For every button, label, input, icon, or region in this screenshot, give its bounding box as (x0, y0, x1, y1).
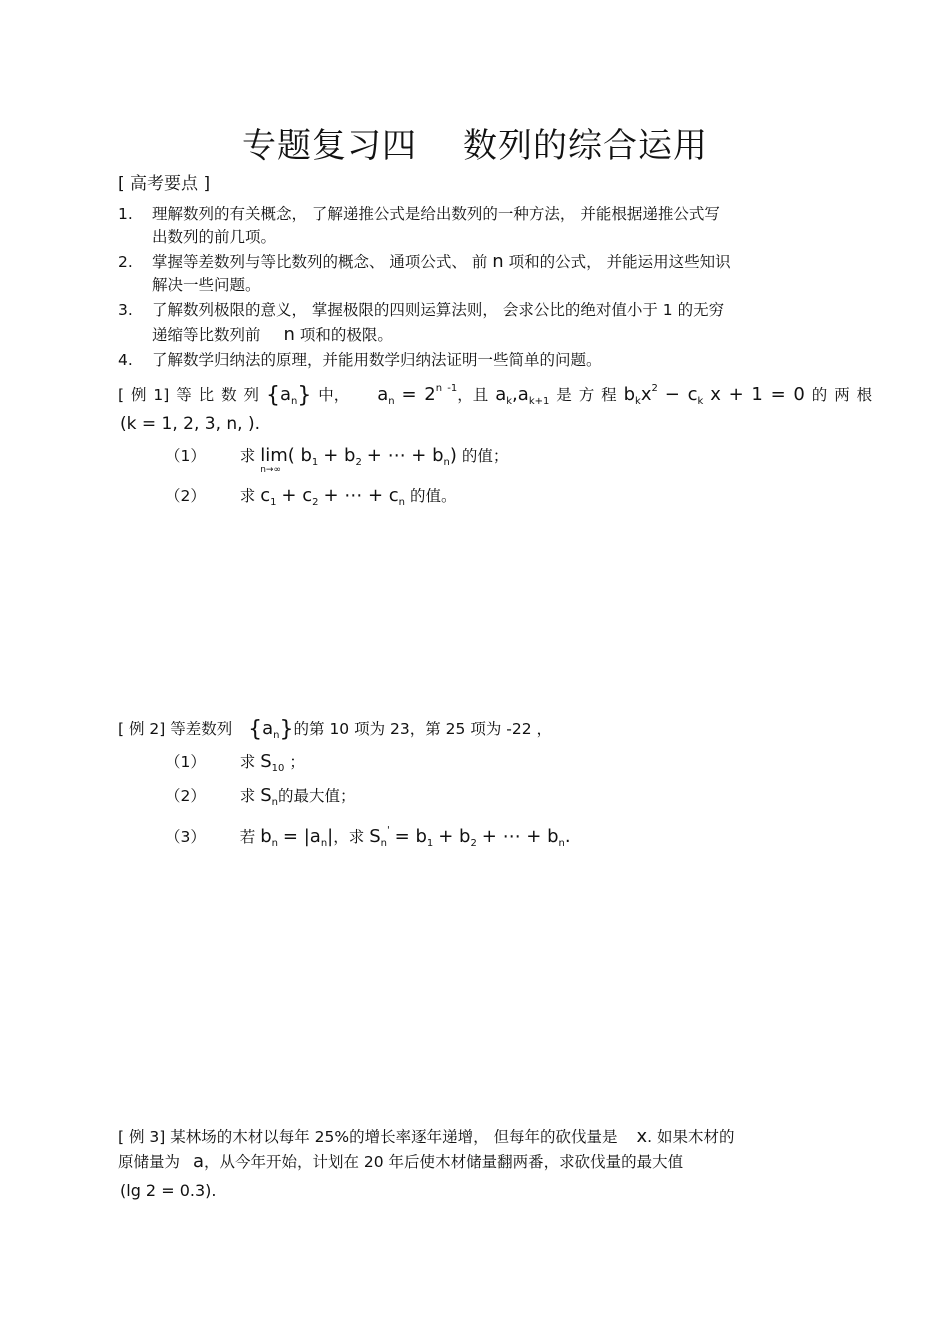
item-text: 了解数学归纳法的原理，并能用数学归纳法证明一些简单的问题。 (152, 351, 602, 369)
text-mid: ，求 (333, 828, 365, 846)
expr-b2: + b (438, 826, 471, 847)
subscript-k: k (697, 396, 704, 407)
item-text: 理解数列的有关概念， 了解递推公式是给出数列的一种方法， 并能根据递推公式写 (152, 205, 720, 223)
expr-c2: + c (281, 485, 313, 506)
example-2-tail: 的第 10 项为 23，第 25 项为 -22 ， (293, 720, 552, 738)
subscript-10: 10 (271, 763, 285, 774)
example-3-line-2 (118, 1151, 683, 1173)
example-2-question-2: （2） 求 $S_n$的最大值； (165, 785, 356, 808)
text-shi: 是 方 程 (556, 386, 617, 404)
requirement-item-3 (118, 299, 724, 321)
subscript-n: n (388, 396, 395, 407)
subscript-k: k (506, 396, 513, 407)
page-title (0, 118, 950, 167)
left-brace: { (248, 717, 263, 742)
example-2-label: [ 例 2] (118, 720, 166, 738)
subscript-n: n (291, 396, 298, 407)
item-text: 掌握等差数列与等比数列的概念、 通项公式、 前 (152, 253, 488, 271)
question-text: 求 (239, 487, 256, 505)
example-3-text-c: 原储量为 (118, 1153, 181, 1171)
text-zhong: 中， (318, 386, 350, 404)
math-var-n: n (283, 324, 295, 345)
example-3-label: [ 例 3] (118, 1128, 166, 1146)
exponent: n -1 (435, 383, 458, 394)
title-part-1: 专题复习四 (242, 126, 417, 166)
prime: ' (386, 825, 390, 836)
question-tail: 的最大值； (277, 787, 356, 805)
eq-rest: x + 1 = 0 (710, 384, 805, 405)
text-two-roots: 的 两 根 (811, 386, 873, 404)
example-2-question-3: （3） 若 $b_n = |a_n|$，求 $S_n' = b_1 + b_2$ + ⋯ + $b_n$. (165, 825, 571, 849)
item-number: 3. (118, 301, 133, 319)
example-3-text-b: . 如果木材的 (647, 1128, 735, 1146)
item-number: 1. (118, 205, 133, 223)
a-k1: a (517, 384, 529, 405)
requirement-item-3-cont (152, 324, 393, 346)
item-number: 4. (118, 351, 133, 369)
requirement-item-2-cont: 解决一些问题。 (152, 276, 261, 294)
expr-c1: c (260, 485, 271, 506)
item-number: 2. (118, 253, 133, 271)
expr-b1: = b (394, 826, 427, 847)
example-3-line-1 (118, 1126, 735, 1148)
math-var-n: n (492, 251, 504, 272)
question-number: （3） (165, 828, 206, 846)
requirement-item-4 (118, 349, 602, 371)
right-brace: } (297, 383, 312, 408)
example-2-statement: [ 例 2] 等差数列 $\{a_n\}$的第 10 项为 23，第 25 项为 -22 ， (118, 717, 552, 742)
expr-bn: + ⋯ + b (481, 826, 559, 847)
expr-end: ) (449, 445, 457, 466)
text-qie: ，且 (457, 386, 489, 404)
sum-S: S (260, 785, 272, 806)
question-number: （2） (165, 487, 206, 505)
question-text: 求 (239, 447, 256, 465)
question-number: （2） (165, 787, 206, 805)
example-1-range: (k = 1, 2, 3, n, ). (120, 414, 261, 434)
exponent-2: 2 (651, 383, 658, 394)
question-text: 求 (239, 787, 256, 805)
formula-eq: = 2 (401, 384, 436, 405)
requirement-item-1 (118, 203, 720, 225)
seq-b: b (260, 826, 272, 847)
abs-bar: | (327, 826, 334, 847)
example-3-text-d: ，从今年开始，计划在 20 年后使木材储量翻两番，求砍伐量的最大值 (203, 1153, 684, 1171)
item-text: 递缩等比数列前 (152, 326, 261, 344)
eq-minus-c: − c (664, 384, 698, 405)
question-tail: 的值。 (409, 487, 457, 505)
eq-b: b (623, 384, 636, 405)
sum-S: S (260, 751, 272, 772)
expr-cn: + ⋯ + c (323, 485, 399, 506)
question-number: （1） (165, 447, 206, 465)
example-1-statement: [ 例 1] 等 比 数 列 $\{a_n\}$ 中， $a_n = 2^{n -1}$，且 $a_k,a_{k+1}$ 是 方 程 $b_kx^2 - c_k$ x + 1 = 0 的 两 根 (118, 383, 873, 408)
question-text: 求 (239, 753, 256, 771)
a-k: a (495, 384, 507, 405)
math-var-x: x (636, 1126, 648, 1147)
sum-S: S (369, 826, 381, 847)
expr-b1: ( b (287, 445, 312, 466)
example-2-question-1 (165, 751, 305, 780)
seq-a: a (262, 718, 274, 739)
example-2-intro: 等差数列 (170, 720, 233, 738)
item-text-b: 项和的极限。 (299, 326, 393, 344)
item-text-b: 项和的公式， 并能运用这些知识 (508, 253, 731, 271)
requirement-item-1-cont: 出数列的前几项。 (152, 228, 277, 246)
question-number: （1） (165, 753, 206, 771)
question-tail: 的值； (461, 447, 509, 465)
expr-end: . (564, 826, 571, 847)
formula-a: a (377, 384, 389, 405)
abs-a: = |a (282, 826, 321, 847)
lim-text: lim (260, 445, 288, 466)
seq-a: a (279, 384, 292, 405)
section-heading: [ 高考要点 ] (118, 174, 211, 194)
lim-symbol (260, 445, 288, 475)
question-tail: ； (289, 753, 305, 771)
right-brace: } (279, 717, 294, 742)
question-text: 若 (239, 828, 256, 846)
math-var-a: a (192, 1151, 204, 1172)
item-text: 了解数列极限的意义， 掌握极限的四则运算法则， 会求公比的绝对值小于 1 的无穷 (152, 301, 725, 319)
expr-b2: + b (323, 445, 356, 466)
example-1-intro: 等 比 数 列 (176, 386, 260, 404)
eq-x: x (640, 384, 652, 405)
example-3-text-a: 某林场的木材以每年 25%的增长率逐年递增， 但每年的砍伐量是 (170, 1128, 618, 1146)
example-1-label: [ 例 1] (118, 386, 170, 404)
expr-bn: + ⋯ + b (366, 445, 444, 466)
requirement-item-2 (118, 251, 731, 273)
lim-under: n→∞ (260, 465, 281, 475)
example-3-line-3: (lg 2 = 0.3). (120, 1181, 217, 1200)
example-1-question-1: （1） 求 lim n→∞ ( $b_1 + b_2$ + ⋯ + $b_n$) 的值； (165, 445, 508, 474)
subscript-k: k (635, 396, 641, 407)
example-1-question-2: （2） 求 $c_1 + c_2$ + ⋯ + $c_n$ 的值。 (165, 485, 457, 508)
title-part-2: 数列的综合运用 (463, 126, 708, 166)
left-brace: { (265, 383, 280, 408)
subscript-k1: k+1 (528, 396, 550, 407)
